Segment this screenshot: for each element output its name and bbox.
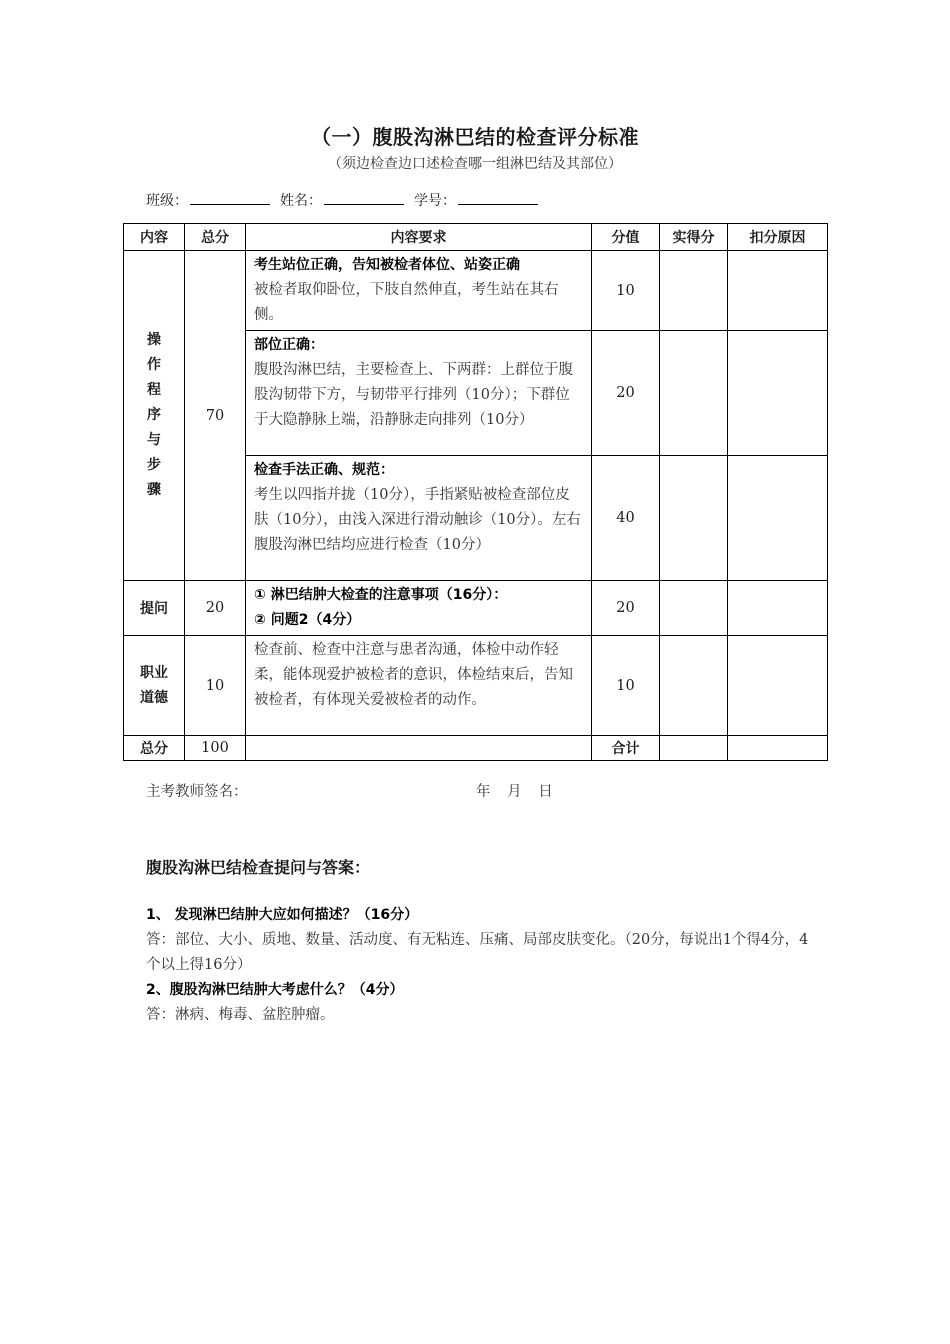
scoring-table <box>123 223 828 761</box>
header-cell: 总分 <box>185 224 246 251</box>
answer-1: 答：部位、大小、质地、数量、活动度、有无粘连、压痛、局部皮肤变化。（20分，每说出1个得4分，4个以上得16分） <box>146 932 809 973</box>
question-1: 1、 发现淋巴结肿大应如何描述？（16分） <box>146 907 419 923</box>
actual-score-cell <box>660 636 728 736</box>
category-line: 道德 <box>140 689 168 706</box>
requirement-body: 检查前、检查中注意与患者沟通，体检中动作轻柔，能体现爱护被检者的意识，体检结束后，告知被检者，有体现关爱被检者的动作。 <box>254 642 573 708</box>
actual-score-cell <box>660 581 728 636</box>
table-row <box>124 251 828 331</box>
requirement-body: 考生以四指并拢（10分），手指紧贴被检查部位皮肤（10分），由浅入深进行滑动触诊（10分）。左右腹股沟淋巴结均应进行检查（10分） <box>254 487 581 553</box>
requirement-cell <box>246 456 592 581</box>
question-total-cell: 20 <box>185 581 246 636</box>
requirement-cell <box>246 251 592 331</box>
score-value-cell: 10 <box>592 636 660 736</box>
question-category-cell: 提问 <box>124 581 185 636</box>
deduction-reason-cell <box>728 636 828 736</box>
signature-label: 主考教师签名： <box>146 784 248 800</box>
question-2: 2、腹股沟淋巴结肿大考虑什么？（4分） <box>146 982 404 998</box>
answer-2: 答：淋病、梅毒、盆腔肿瘤。 <box>146 1007 335 1023</box>
table-footer-row <box>124 736 828 761</box>
deduction-reason-cell <box>728 456 828 581</box>
requirement-cell <box>246 581 592 636</box>
category-char: 骤 <box>147 482 161 498</box>
ethics-category-cell <box>124 636 185 736</box>
requirement-heading: 考生站位正确，告知被检者体位、站姿正确 <box>254 257 520 273</box>
requirement-heading: 部位正确： <box>254 337 324 353</box>
operation-total-cell: 70 <box>185 251 246 581</box>
actual-score-cell <box>660 456 728 581</box>
category-char: 与 <box>147 432 161 448</box>
id-blank <box>458 190 538 205</box>
question-line: ① 淋巴结肿大检查的注意事项（16分）： <box>254 587 508 603</box>
page-title: （一）腹股沟淋巴结的检查评分标准 <box>311 125 639 149</box>
footer-total-cell: 100 <box>185 736 246 761</box>
score-value-cell: 10 <box>592 251 660 331</box>
date-label: 年 月 日 <box>476 784 553 800</box>
page-subtitle: （须边检查边口述检查哪一组淋巴结及其部位） <box>328 156 622 172</box>
header-cell: 分值 <box>592 224 660 251</box>
deduction-reason-cell <box>728 331 828 456</box>
category-char: 步 <box>147 457 161 473</box>
category-line: 职业 <box>140 664 168 681</box>
score-value-cell: 20 <box>592 331 660 456</box>
signature-line <box>146 780 646 801</box>
header-cell: 扣分原因 <box>728 224 828 251</box>
requirement-body: 腹股沟淋巴结，主要检查上、下两群：上群位于腹股沟韧带下方，与韧带平行排列（10分）；下群位于大隐静脉上端，沿静脉走向排列（10分） <box>254 362 573 428</box>
footer-sum-label-cell: 合计 <box>592 736 660 761</box>
category-char: 序 <box>147 407 161 423</box>
class-blank <box>190 190 270 205</box>
category-char: 作 <box>147 357 161 373</box>
actual-score-cell <box>660 331 728 456</box>
header-cell: 实得分 <box>660 224 728 251</box>
actual-score-cell <box>660 736 728 761</box>
table-row <box>124 581 828 636</box>
footer-empty-cell <box>246 736 592 761</box>
requirement-cell <box>246 636 592 736</box>
requirement-body: 被检者取仰卧位，下肢自然伸直，考生站在其右侧。 <box>254 282 559 323</box>
table-row <box>124 636 828 736</box>
header-cell: 内容 <box>124 224 185 251</box>
class-label: 班级： <box>146 193 188 209</box>
name-label: 姓名： <box>280 193 322 209</box>
deduction-reason-cell <box>728 251 828 331</box>
score-value-cell: 20 <box>592 581 660 636</box>
table-header-row <box>124 224 828 251</box>
score-value-cell: 40 <box>592 456 660 581</box>
category-char: 操 <box>147 332 161 348</box>
question-line: ② 问题2（4分） <box>254 612 361 628</box>
footer-label-cell: 总分 <box>124 736 185 761</box>
deduction-reason-cell <box>728 736 828 761</box>
id-label: 学号： <box>414 193 456 209</box>
ethics-total-cell: 10 <box>185 636 246 736</box>
student-info-line <box>146 190 548 210</box>
qa-section-title: 腹股沟淋巴结检查提问与答案： <box>146 858 371 877</box>
requirement-cell <box>246 331 592 456</box>
name-blank <box>324 190 404 205</box>
requirement-heading: 检查手法正确、规范： <box>254 462 394 478</box>
category-char: 程 <box>147 382 161 398</box>
deduction-reason-cell <box>728 581 828 636</box>
header-cell: 内容要求 <box>246 224 592 251</box>
operation-category-cell <box>124 251 185 581</box>
actual-score-cell <box>660 251 728 331</box>
